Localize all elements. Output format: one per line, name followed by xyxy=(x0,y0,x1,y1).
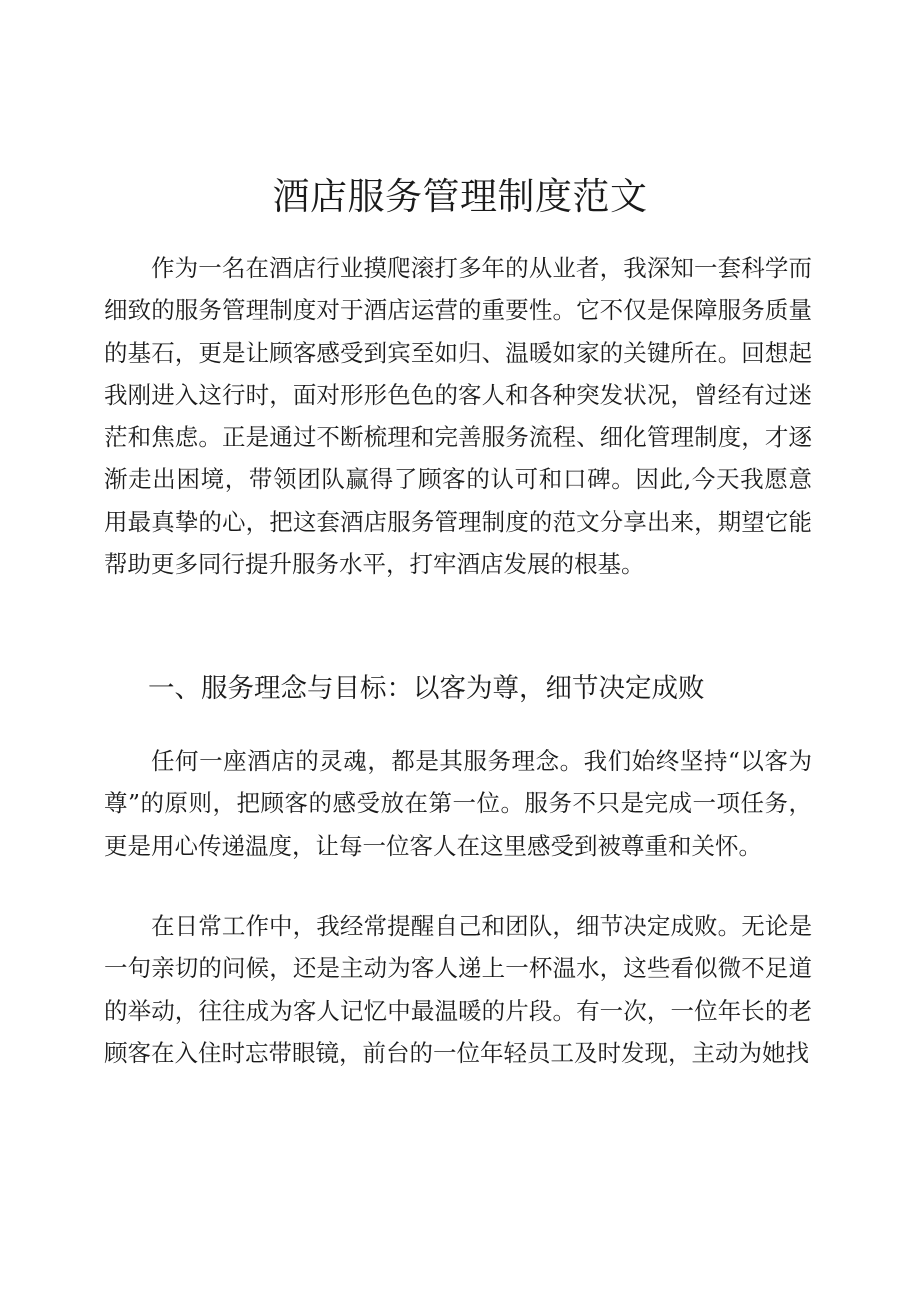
section-heading: 一、服务理念与目标：以客为尊，细节决定成败 xyxy=(148,673,705,704)
document-title: 酒店服务管理制度范文 xyxy=(272,175,648,218)
intro-paragraph: 作为一名在酒店行业摸爬滚打多年的从业者，我深知一套科学而细致的服务管理制度对于酒店运营的重要性。它不仅是保障服务质量的基石，更是让顾客感受到宾至如归、温暖如家的关键所在。回想起我刚进入这行时，面对形形色色的客人和各种突发状况，曾经有过迷茫和焦虑。正是通过不断梳理和完善服务流程、细化管理制度，才逐渐走出困境，带领团队赢得了顾客的认可和口碑。因此,今天我愿意用最真挚的心，把这套酒店服务管理制度的范文分享出来，期望它能帮助更多同行提升服务水平，打牢酒店发展的根基。 xyxy=(104,254,812,579)
section-paragraph-1: 任何一座酒店的灵魂，都是其服务理念。我们始终坚持“以客为尊”的原则，把顾客的感受放在第一位。服务不只是完成一项任务，更是用心传递温度，让每一位客人在这里感受到被尊重和关怀。 xyxy=(104,747,812,860)
section-paragraph-2: 在日常工作中，我经常提醒自己和团队，细节决定成败。无论是一句亲切的问候，还是主动为客人递上一杯温水，这些看似微不足道的举动，往往成为客人记忆中最温暖的片段。有一次，一位年长的老顾客在入住时忘带眼镜，前台的一位年轻员工及时发现，主动为她找 xyxy=(104,912,812,1067)
